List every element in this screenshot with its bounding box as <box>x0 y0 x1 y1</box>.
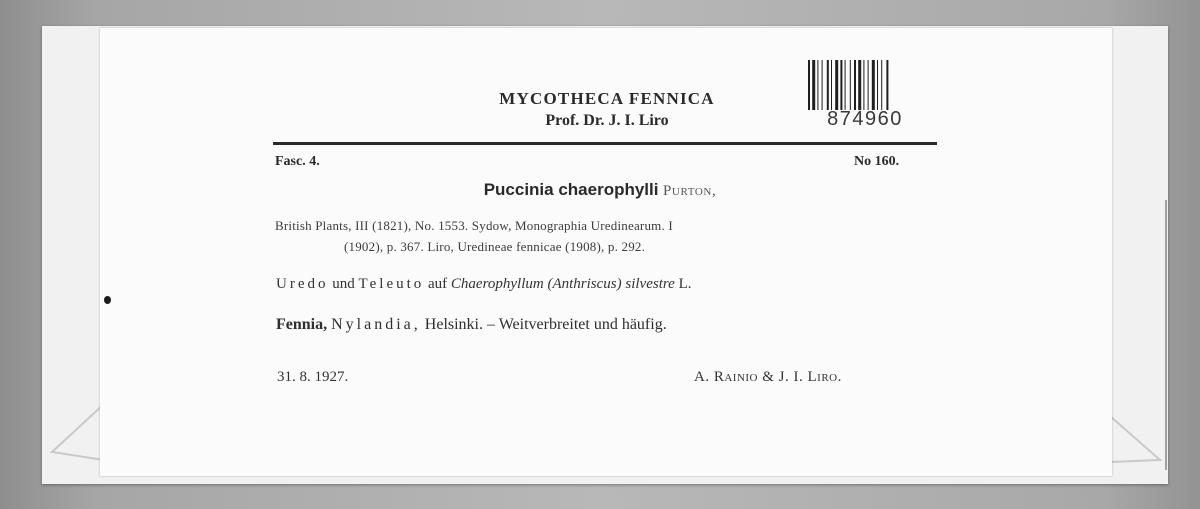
host-line <box>276 276 691 293</box>
barcode <box>806 60 924 110</box>
exsiccata-number: No 160. <box>854 154 900 169</box>
collection-editor: Prof. Dr. J. I. Liro <box>545 112 669 129</box>
punch-hole <box>104 296 111 304</box>
host-auf: auf <box>424 276 451 292</box>
fascicle: Fasc. 4. <box>275 154 320 169</box>
species-name: Puccinia chaerophylli <box>483 180 659 199</box>
collection-date: 31. 8. 1927. <box>277 369 349 385</box>
province: Nylandia, <box>331 316 421 333</box>
species-author: Purton, <box>662 183 717 199</box>
collection-title: MYCOTHECA FENNICA <box>499 89 715 108</box>
host-authority: L. <box>674 276 692 292</box>
stage-uredo: Uredo <box>276 276 329 292</box>
locality: Helsinki. – Weitverbreitet und häufig. <box>420 316 667 333</box>
citation-line-2: (1902), p. 367. Liro, Uredineae fennicae (1908), p. 292. <box>344 239 646 254</box>
host-subgenus: (Anthriscus) <box>543 276 626 292</box>
header-rule <box>273 142 937 145</box>
barcode-number: 874960 <box>827 108 903 130</box>
host-und: und <box>328 276 359 292</box>
species-line <box>0 179 1200 200</box>
host-genus: Chaerophyllum <box>450 276 544 292</box>
stage-teleuto: Teleuto <box>358 276 425 292</box>
collectors: A. Rainio & J. I. Liro. <box>694 369 842 385</box>
region: Fennia, <box>276 316 328 333</box>
citation-line-1: British Plants, III (1821), No. 1553. Sydow, Monographia Uredinearum. I <box>275 218 673 233</box>
host-epithet: silvestre <box>625 276 675 292</box>
locality-line <box>276 316 667 334</box>
